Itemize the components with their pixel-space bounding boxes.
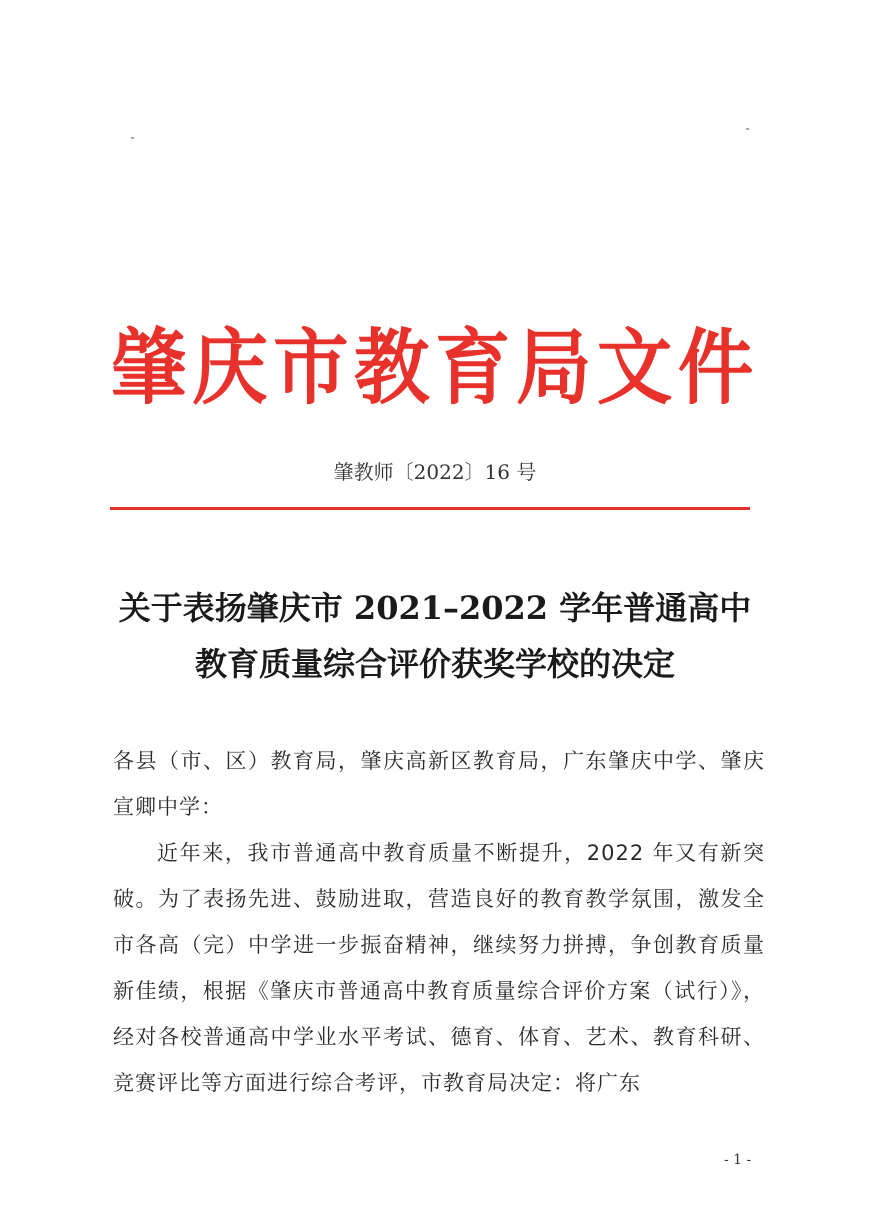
- scan-speck: [131, 137, 134, 139]
- salutation: 各县（市、区）教育局，肇庆高新区教育局，广东肇庆中学、肇庆宣卿中学：: [113, 749, 765, 819]
- scan-speck: [746, 128, 749, 130]
- page-number: - 1 -: [724, 1152, 752, 1168]
- document-title-line2: 教育质量综合评价获奖学校的决定: [194, 645, 675, 683]
- header-divider: [110, 507, 750, 510]
- document-title: [0, 580, 870, 692]
- issuer-header-title: 肇庆市教育局文件: [111, 320, 759, 416]
- body-paragraph: 近年来，我市普通高中教育质量不断提升，2022 年又有新突破。为了表扬先进、鼓励进取，营造良好的教育教学氛围，激发全市各高（完）中学进一步振奋精神，继续努力拼搏，争创教育质量新佳绩，根据《肇庆市普通高中教育质量综合评价方案（试行）》，经对各校普通高中学业水平考试、德育、体育、艺术、教育科研、竞赛评比等方面进行综合考评，市教育局决定：将广东: [113, 841, 765, 1095]
- document-body: [113, 738, 765, 1106]
- document-title-line1: 关于表扬肇庆市 2021–2022 学年普通高中: [118, 589, 752, 627]
- document-number: 肇教师〔2022〕16 号: [333, 460, 537, 484]
